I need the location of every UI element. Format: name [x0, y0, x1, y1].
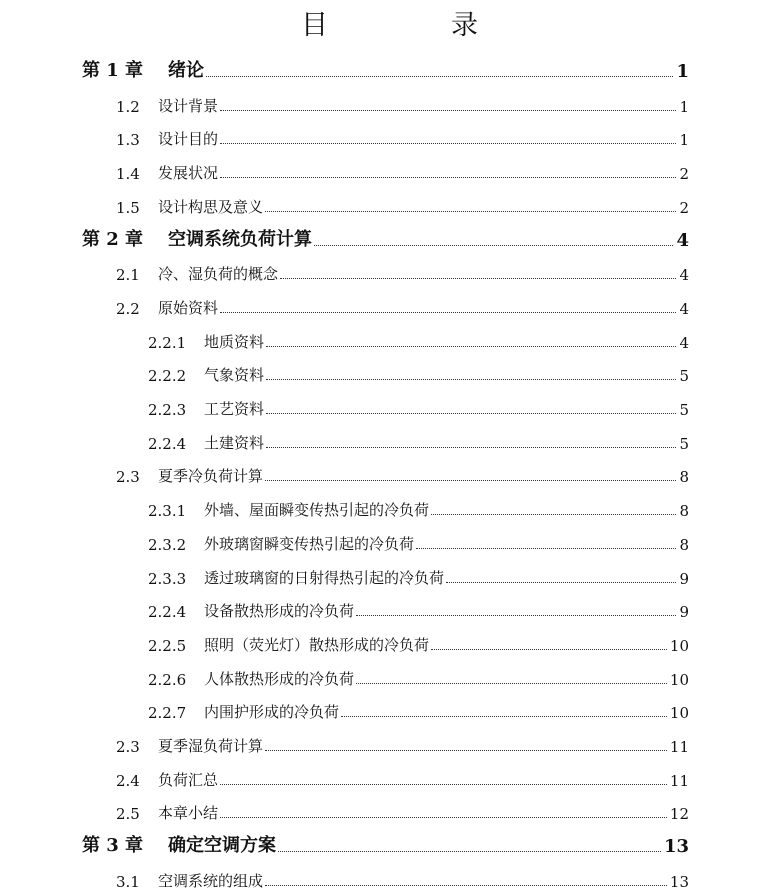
toc-entry-page-number: 9 — [679, 570, 689, 588]
toc-entry-section[interactable] — [116, 462, 689, 486]
toc-entry-subsection[interactable] — [148, 395, 689, 419]
dot-leader — [265, 749, 667, 751]
toc-entry-page-number: 5 — [679, 401, 689, 419]
dot-leader — [431, 513, 676, 515]
dot-leader — [280, 277, 676, 279]
dot-leader — [266, 345, 676, 347]
toc-entry-page-number: 8 — [679, 536, 689, 554]
toc-entry-number: 2.2.3 — [148, 401, 187, 419]
toc-entry-subsection[interactable] — [148, 429, 689, 453]
dot-leader — [431, 648, 667, 650]
dot-leader — [220, 311, 676, 313]
toc-entry-label: 工艺资料 — [204, 400, 265, 418]
toc-entry-label: 本章小结 — [158, 804, 219, 822]
toc-entry-label: 设备散热形成的冷负荷 — [204, 602, 355, 620]
dot-leader — [206, 75, 673, 77]
toc-entry-page-number: 5 — [679, 435, 689, 453]
toc-entry-page-number: 13 — [663, 836, 689, 857]
toc-entry-number: 2.2.2 — [148, 367, 187, 385]
dot-leader — [266, 446, 676, 448]
dot-leader — [341, 715, 667, 717]
toc-entry-number: 2.2.6 — [148, 671, 187, 689]
toc-entry-number: 2.2.4 — [148, 435, 187, 453]
toc-entry-section[interactable] — [116, 766, 689, 790]
toc-entry-number: 2.3 — [116, 468, 140, 486]
toc-entry-number: 1.2 — [116, 98, 140, 116]
dot-leader — [220, 109, 676, 111]
toc-entry-label: 空调系统负荷计算 — [168, 229, 312, 250]
toc-entry-subsection[interactable] — [148, 564, 689, 588]
toc-entry-section[interactable] — [116, 193, 689, 217]
toc-entry-label: 原始资料 — [158, 299, 219, 317]
toc-entry-subsection[interactable] — [148, 530, 689, 554]
toc-entry-subsection[interactable] — [148, 361, 689, 385]
toc-entry-label: 发展状况 — [158, 164, 219, 182]
toc-entry-subsection[interactable] — [148, 698, 689, 722]
toc-entry-label: 气象资料 — [204, 366, 265, 384]
dot-leader — [314, 244, 673, 246]
toc-entry-subsection[interactable] — [148, 631, 689, 655]
toc-entry-page-number: 2 — [679, 165, 689, 183]
toc-entry-section[interactable] — [116, 294, 689, 318]
toc-entry-number: 2.1 — [116, 266, 140, 284]
toc-entry-page-number: 4 — [679, 266, 689, 284]
toc-entry-number: 2.2 — [116, 300, 140, 318]
toc-entry-subsection[interactable] — [148, 328, 689, 352]
dot-leader — [220, 176, 676, 178]
toc-entry-number: 第 3 章 — [82, 835, 144, 856]
toc-entry-page-number: 4 — [676, 230, 689, 251]
toc-entry-number: 2.2.5 — [148, 637, 187, 655]
toc-entry-label: 负荷汇总 — [158, 771, 219, 789]
dot-leader — [265, 884, 667, 886]
toc-entry-label: 透过玻璃窗的日射得热引起的冷负荷 — [204, 569, 445, 587]
toc-entry-label: 绪论 — [168, 60, 204, 81]
toc-entry-page-number: 1 — [679, 131, 689, 149]
toc-entry-label: 冷、湿负荷的概念 — [158, 265, 279, 283]
toc-entry-label: 地质资料 — [204, 333, 265, 351]
toc-entry-label: 设计构思及意义 — [158, 198, 264, 216]
toc-entry-subsection[interactable] — [148, 496, 689, 520]
toc-entry-page-number: 10 — [669, 671, 689, 689]
toc-entry-label: 确定空调方案 — [168, 835, 276, 856]
toc-entry-number: 2.5 — [116, 805, 140, 823]
toc-entry-section[interactable] — [116, 125, 689, 149]
toc-entry-section[interactable] — [116, 799, 689, 823]
toc-entry-label: 外玻璃窗瞬变传热引起的冷负荷 — [204, 535, 415, 553]
toc-entry-subsection[interactable] — [148, 597, 689, 621]
toc-entry-label: 设计目的 — [158, 130, 219, 148]
dot-leader — [278, 850, 661, 852]
toc-entry-label: 夏季冷负荷计算 — [158, 467, 264, 485]
dot-leader — [265, 479, 676, 481]
toc-entry-page-number: 12 — [669, 805, 689, 823]
toc-entry-page-number: 10 — [669, 704, 689, 722]
toc-entry-number: 2.2.1 — [148, 334, 187, 352]
toc-entry-section[interactable] — [116, 867, 689, 891]
toc-entry-page-number: 1 — [679, 98, 689, 116]
toc-entry-label: 空调系统的组成 — [158, 872, 264, 890]
toc-entry-page-number: 9 — [679, 603, 689, 621]
toc-entry-page-number: 1 — [676, 61, 689, 82]
toc-entry-number: 2.2.7 — [148, 704, 187, 722]
toc-entry-label: 内围护形成的冷负荷 — [204, 703, 340, 721]
dot-leader — [356, 682, 667, 684]
toc-entry-page-number: 4 — [679, 334, 689, 352]
toc-entry-page-number: 8 — [679, 502, 689, 520]
dot-leader — [220, 783, 667, 785]
dot-leader — [266, 412, 676, 414]
toc-entry-number: 第 2 章 — [82, 229, 144, 250]
toc-entry-subsection[interactable] — [148, 665, 689, 689]
toc-entry-section[interactable] — [116, 159, 689, 183]
toc-entry-number: 2.2.4 — [148, 603, 187, 621]
dot-leader — [416, 547, 676, 549]
toc-entry-page-number: 13 — [669, 873, 689, 891]
toc-entry-chapter[interactable] — [82, 833, 689, 857]
toc-entry-number: 2.4 — [116, 772, 140, 790]
toc-entry-chapter[interactable] — [82, 58, 689, 82]
toc-entry-page-number: 11 — [669, 772, 689, 790]
dot-leader — [446, 581, 676, 583]
toc-entry-section[interactable] — [116, 92, 689, 116]
toc-entry-section[interactable] — [116, 732, 689, 756]
toc-entry-page-number: 2 — [679, 199, 689, 217]
toc-entry-page-number: 10 — [669, 637, 689, 655]
toc-entry-label: 夏季湿负荷计算 — [158, 737, 264, 755]
toc-entry-page-number: 4 — [679, 300, 689, 318]
toc-entry-label: 照明（荧光灯）散热形成的冷负荷 — [204, 636, 430, 654]
dot-leader — [220, 142, 676, 144]
toc-entry-number: 第 1 章 — [82, 60, 144, 81]
dot-leader — [265, 210, 676, 212]
toc-entry-number: 1.3 — [116, 131, 140, 149]
toc-entry-page-number: 8 — [679, 468, 689, 486]
toc-entry-number: 2.3 — [116, 738, 140, 756]
toc-entry-label: 设计背景 — [158, 97, 219, 115]
toc-entry-number: 2.3.3 — [148, 570, 187, 588]
toc-entry-section[interactable] — [116, 260, 689, 284]
toc-entry-label: 外墙、屋面瞬变传热引起的冷负荷 — [204, 501, 430, 519]
toc-entry-number: 3.1 — [116, 873, 140, 891]
toc-entry-number: 2.3.2 — [148, 536, 187, 554]
toc-entry-label: 人体散热形成的冷负荷 — [204, 670, 355, 688]
toc-entry-number: 1.4 — [116, 165, 140, 183]
toc-entry-label: 土建资料 — [204, 434, 265, 452]
toc-entry-number: 1.5 — [116, 199, 140, 217]
dot-leader — [356, 614, 676, 616]
toc-entry-chapter[interactable] — [82, 227, 689, 251]
toc-entry-page-number: 11 — [669, 738, 689, 756]
dot-leader — [220, 816, 667, 818]
toc-entry-number: 2.3.1 — [148, 502, 187, 520]
dot-leader — [266, 378, 676, 380]
toc-entry-page-number: 5 — [679, 367, 689, 385]
page-title: 目 录 — [301, 10, 526, 41]
